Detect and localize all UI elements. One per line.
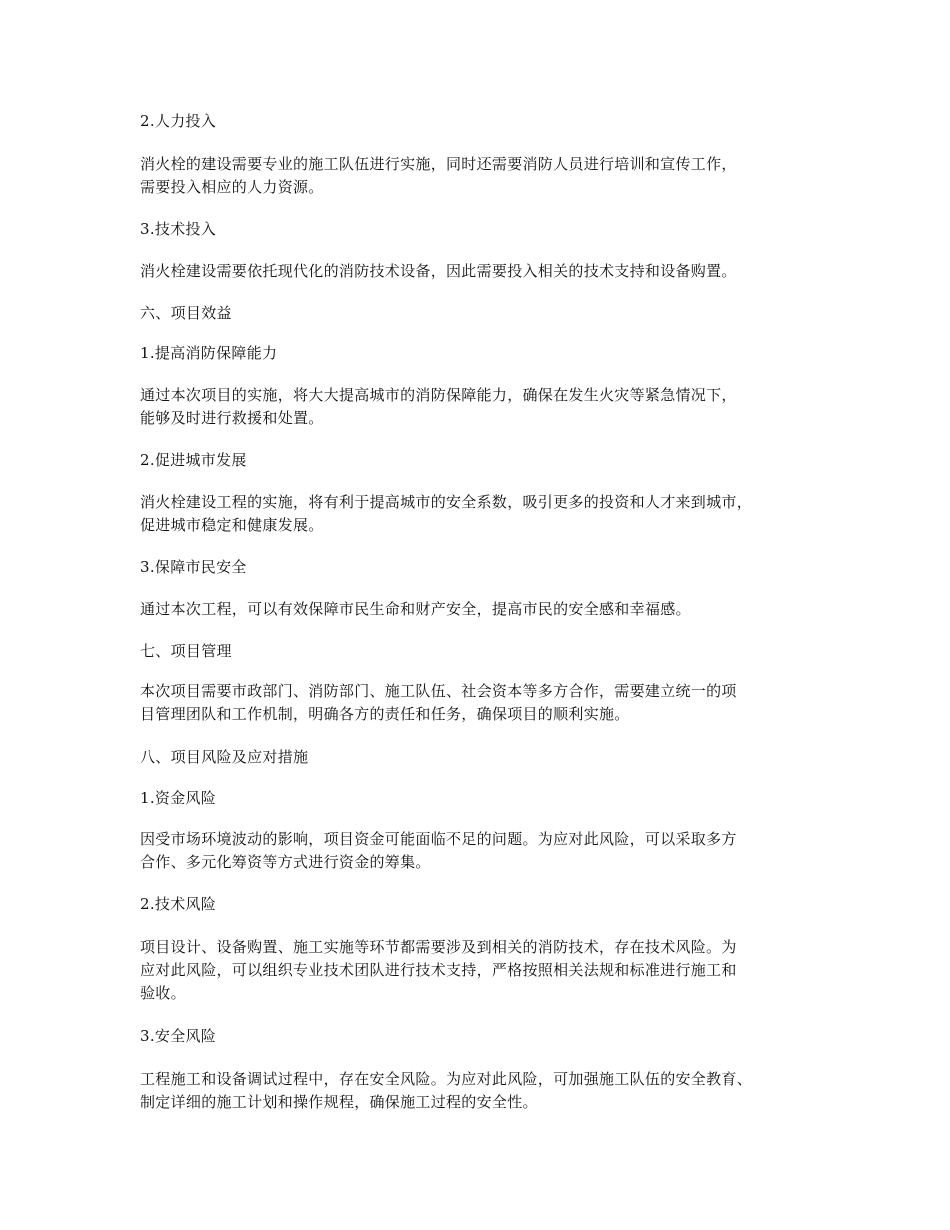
- paragraph-fire-protection: [140, 384, 840, 430]
- paragraph-technical-risk: [140, 936, 840, 1005]
- paragraph-citizen-safety: [140, 598, 840, 621]
- heading-fire-protection: [140, 342, 840, 365]
- heading-human-resources: [140, 110, 840, 133]
- paragraph-funding-risk: [140, 828, 840, 874]
- section-heading-management: [140, 640, 840, 663]
- text-line: 七、项目管理: [140, 642, 232, 660]
- text-line: 2.促进城市发展: [140, 451, 247, 469]
- text-line: 能够及时进行救援和处置。: [140, 409, 324, 427]
- text-line: 2.技术风险: [140, 895, 217, 913]
- text-line: 制定详细的施工计划和操作规程，确保施工过程的安全性。: [140, 1093, 538, 1111]
- text-line: 消火栓的建设需要专业的施工队伍进行实施，同时还需要消防人员进行培训和宣传工作，: [140, 155, 737, 173]
- text-line: 本次项目需要市政部门、消防部门、施工队伍、社会资本等多方合作，需要建立统一的项: [140, 682, 737, 700]
- text-line: 八、项目风险及应对措施: [140, 748, 309, 766]
- heading-safety-risk: [140, 1025, 840, 1048]
- paragraph-safety-risk: [140, 1068, 840, 1114]
- text-line: 通过本次工程，可以有效保障市民生命和财产安全，提高市民的安全感和幸福感。: [140, 600, 691, 618]
- text-line: 1.提高消防保障能力: [140, 344, 278, 362]
- section-heading-benefits: [140, 302, 840, 325]
- text-line: 需要投入相应的人力资源。: [140, 178, 324, 196]
- text-line: 工程施工和设备调试过程中，存在安全风险。为应对此风险，可加强施工队伍的安全教育、: [140, 1070, 753, 1088]
- text-line: 项目设计、设备购置、施工实施等环节都需要涉及到相关的消防技术，存在技术风险。为: [140, 938, 737, 956]
- text-line: 因受市场环境波动的影响，项目资金可能面临不足的问题。为应对此风险，可以采取多方: [140, 830, 737, 848]
- text-line: 通过本次项目的实施，将大大提高城市的消防保障能力，确保在发生火灾等紧急情况下，: [140, 386, 737, 404]
- heading-city-development: [140, 449, 840, 472]
- text-line: 应对此风险，可以组织专业技术团队进行技术支持，严格按照相关法规和标准进行施工和: [140, 961, 737, 979]
- text-line: 3.安全风险: [140, 1027, 217, 1045]
- text-line: 促进城市稳定和健康发展。: [140, 516, 324, 534]
- heading-citizen-safety: [140, 556, 840, 579]
- text-line: 验收。: [140, 984, 186, 1002]
- section-heading-risks: [140, 746, 840, 769]
- text-line: 3.技术投入: [140, 220, 217, 238]
- text-line: 目管理团队和工作机制，明确各方的责任和任务，确保项目的顺利实施。: [140, 705, 630, 723]
- heading-technical-input: [140, 218, 840, 241]
- text-line: 六、项目效益: [140, 304, 232, 322]
- text-line: 3.保障市民安全: [140, 558, 247, 576]
- text-line: 2.人力投入: [140, 112, 217, 130]
- paragraph-technical-input: [140, 260, 840, 283]
- heading-technical-risk: [140, 893, 840, 916]
- heading-funding-risk: [140, 787, 840, 810]
- text-line: 合作、多元化筹资等方式进行资金的筹集。: [140, 853, 431, 871]
- paragraph-city-development: [140, 491, 840, 537]
- text-line: 消火栓建设需要依托现代化的消防技术设备，因此需要投入相关的技术支持和设备购置。: [140, 262, 737, 280]
- text-line: 1.资金风险: [140, 789, 217, 807]
- paragraph-human-resources: [140, 153, 840, 199]
- paragraph-management: [140, 680, 840, 726]
- text-line: 消火栓建设工程的实施，将有利于提高城市的安全系数，吸引更多的投资和人才来到城市，: [140, 493, 753, 511]
